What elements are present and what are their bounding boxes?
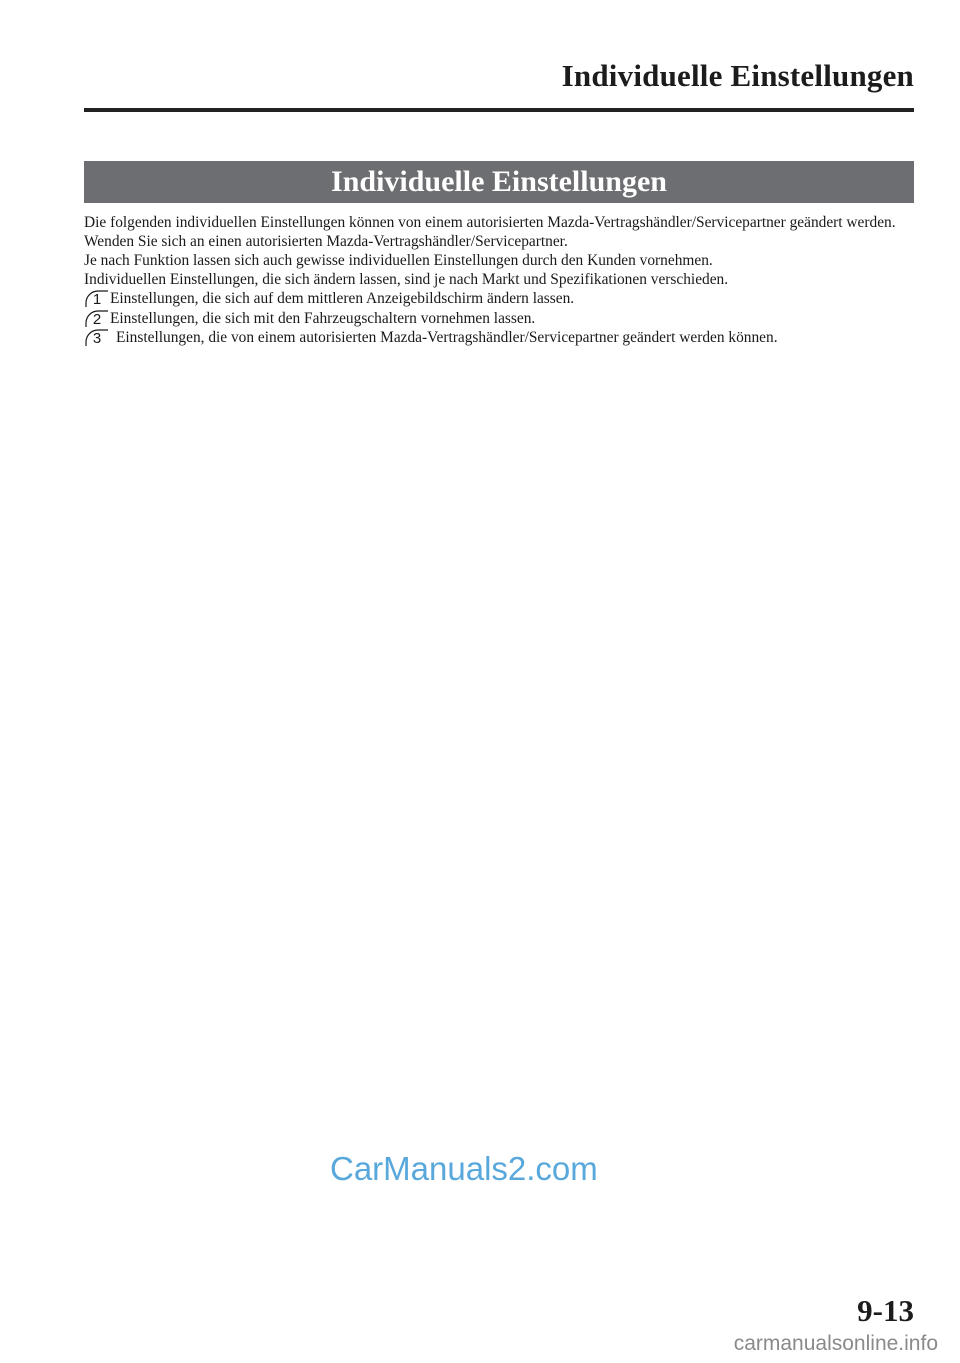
svg-text:1: 1 xyxy=(92,291,102,309)
paragraph-intro: Die folgenden individuellen Einstellungen können von einem autorisierten Mazda-Vertragshändler/Servicepartner geändert werden. Wenden Sie sich an einen autorisierten Mazda-Vertragshändler/Servicepartner. xyxy=(84,214,896,250)
legend-label-3: Einstellungen, die von einem autorisierten Mazda-Vertragshändler/Servicepartner geändert werden können. xyxy=(116,329,778,347)
watermark: CarManuals2.com xyxy=(330,1150,598,1187)
section-banner xyxy=(84,161,914,203)
footer-watermark: carmanualsonline.info xyxy=(733,1332,938,1355)
legend xyxy=(84,289,914,348)
svg-text:2: 2 xyxy=(92,310,102,328)
legend-item-1 xyxy=(84,289,914,309)
paragraph-market: Individuellen Einstellungen, die sich ändern lassen, sind je nach Markt und Spezifikationen verschieden. xyxy=(84,271,729,288)
page-number: 9-13 xyxy=(857,1293,914,1328)
legend-label-2: Einstellungen, die sich mit den Fahrzeugschaltern vornehmen lassen. xyxy=(110,309,536,327)
body-text xyxy=(84,213,914,348)
legend-item-3 xyxy=(84,328,914,348)
number-1-icon xyxy=(84,289,110,308)
header-rule xyxy=(84,108,914,112)
section-title: Individuelle Einstellungen xyxy=(331,165,667,198)
number-2-icon xyxy=(84,309,110,328)
number-3-icon xyxy=(84,328,110,347)
running-header-title: Individuelle Einstellungen xyxy=(561,58,914,93)
legend-label-1: Einstellungen, die sich auf dem mittleren Anzeigebildschirm ändern lassen. xyxy=(110,290,575,308)
legend-item-2 xyxy=(84,309,914,329)
paragraph-customer: Je nach Funktion lassen sich auch gewisse individuellen Einstellungen durch den Kunden vornehmen. xyxy=(84,252,713,269)
svg-text:3: 3 xyxy=(92,330,102,348)
